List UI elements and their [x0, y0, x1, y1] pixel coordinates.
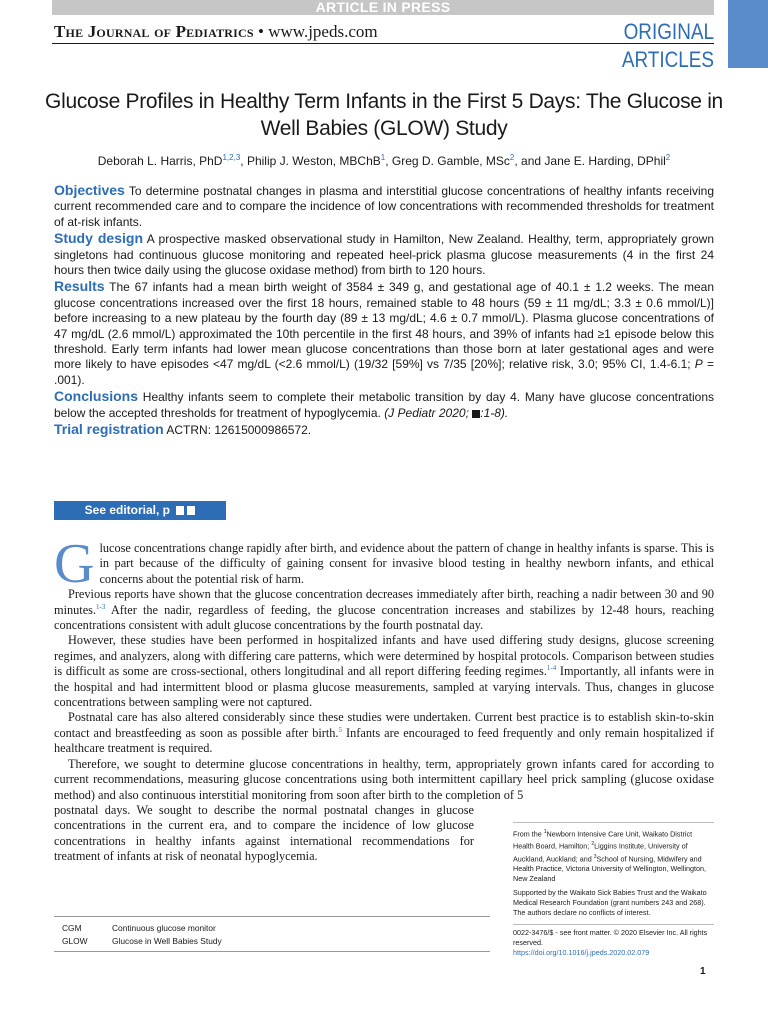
reference-link[interactable]: 1-3 — [96, 602, 106, 611]
author-affiliation-ref[interactable]: 2 — [665, 153, 671, 162]
section-label — [582, 18, 714, 74]
see-editorial-label: See editorial, p — [84, 503, 170, 517]
abstract-results — [54, 279, 714, 388]
abstract-text: ACTRN: 12615000986572. — [163, 423, 312, 438]
author-name: Philip J. Weston, MBChB — [246, 154, 381, 168]
abstract-heading: Objectives — [54, 182, 125, 198]
abbreviation-term: CGM — [62, 923, 82, 933]
doi-link[interactable]: https://doi.org/10.1016/j.jpeds.2020.02.079 — [513, 948, 650, 958]
body-paragraph: Glucose concentrations change rapidly after birth, and evidence about the pattern of change in healthy infants is sparse. This is in part because of the difficulty of gaining consent for invasive blood testing in healthy newborn infants, and ethical concerns about the potential risk of harm. — [54, 533, 714, 595]
abstract-heading: Results — [54, 278, 105, 295]
abstract-text: Healthy infants seem to complete their metabolic transition by day 4. Many have glucose concentrations below the accepted thresholds for treatment of hypoglycemia. — [54, 390, 714, 420]
abbreviation-term: GLOW — [62, 935, 88, 946]
section-color-tab — [728, 0, 768, 68]
body-paragraph: Therefore, we sought to determine glucose concentrations in healthy, term, appropriately grown infants cared for according to current recommendations, measuring glucose concentrations using both intermittent capillary heel prick sampling (glucose oxidase method) and also continuous interstitial monitoring from soon after birth to the completion of 5 — [54, 756, 714, 802]
affiliations-rule — [513, 924, 714, 925]
abstract-study-design — [54, 231, 714, 278]
author-name: Deborah L. Harris, PhD — [97, 154, 223, 168]
article-body — [54, 533, 714, 865]
section-label-line2: ARTICLES — [621, 47, 714, 72]
author-name: Greg D. Gamble, MSc — [391, 154, 510, 168]
abbreviation-row — [62, 922, 490, 935]
page-placeholder-square — [176, 506, 184, 515]
affiliations-box — [513, 822, 714, 958]
article-in-press-banner: ARTICLE IN PRESS — [52, 0, 714, 15]
affiliations-text: From the $^1$Newborn Intensive Care Unit, Waikato District Health Board, Hamilton; $^2$Liggins Institute, University of Auckland, Auckland; and $^3$School of Nursing, Midwifery and Health Practice, Victoria University of Wellington, Wellington, New Zealand — [513, 829, 706, 884]
body-paragraph: Previous reports have shown that the glucose concentration decreases immediately after birth, reaching a nadir between 30 and 90 minutes.$^{1-3}$ After the nadir, regardless of feeding, the glucose concentration increases and stabilizes by 12-48 hours, reaching concentrations consistent with adult glucose concentrations by the fourth postnatal day. — [54, 587, 714, 633]
header-separator: • — [258, 22, 264, 41]
body-paragraph-continued: postnatal days. We sought to describe the normal postnatal changes in glucose concentrations in the current era, and to compare the incidence of low glucose concentrations in healthy infants against international recommendations for treatment of infants at risk of neonatal hypoglycemia. — [54, 802, 474, 864]
abstract-text: A prospective masked observational study in Hamilton, New Zealand. Healthy, term, appropriately grown singletons had continuous glucose monitoring and repeated heel-prick plasma glucose measurements (4 in the first 24 hours then twice daily using the glucose oxidase method) from birth to 120 hours. — [54, 232, 714, 278]
journal-header — [54, 22, 378, 42]
abbreviation-definition: Continuous glucose monitor — [112, 923, 216, 933]
abbreviation-row — [62, 935, 490, 948]
p-value-symbol: P — [694, 357, 703, 372]
abstract-text: To determine postnatal changes in plasma and interstitial glucose concentrations of healthy infants receiving current recommended care and to compare the incidence of low concentrations with recommended thresholds for treatment of at-risk infants. — [54, 184, 714, 229]
page-placeholder-square — [187, 506, 195, 515]
abstract-objectives — [54, 183, 714, 230]
abstract — [54, 183, 714, 440]
abstract-heading: Study design — [54, 230, 143, 247]
reference-link[interactable]: 5 — [338, 725, 342, 734]
author-affiliation-ref[interactable]: 2 — [509, 153, 515, 162]
drop-cap: G — [54, 533, 95, 595]
abstract-conclusions — [54, 389, 714, 421]
body-paragraph: Postnatal care has also altered considerably since these studies were undertaken. Current best practice is to establish skin-to-skin contact and breastfeeding as soon as possible after birth.$^5$ Infants are encouraged to feed frequently and only remain hospitalized if healthcare treatment is required. — [54, 710, 714, 756]
reference-link[interactable]: 1-4 — [546, 664, 557, 673]
funding-text: Supported by the Waikato Sick Babies Trust and the Waikato Medical Research Foundation (grant numbers 243 and 268). The authors declare no conflicts of interest. — [513, 888, 707, 918]
journal-name: The Journal of Pediatrics — [54, 22, 254, 41]
see-editorial-link[interactable] — [54, 501, 226, 520]
abstract-trial-registration — [54, 422, 714, 438]
article-title: Glucose Profiles in Healthy Term Infants in the First 5 Days: The Glucose in Well Babies (GLOW) Study — [45, 90, 723, 140]
author-affiliation-ref[interactable]: 1,2,3 — [222, 153, 241, 162]
section-label-line1: ORIGINAL — [623, 19, 714, 44]
copyright-text: 0022-3476/$ - see front matter. © 2020 Elsevier Inc. All rights reserved. — [513, 928, 708, 948]
abbreviations-box — [54, 916, 490, 952]
abstract-heading: Conclusions — [54, 388, 139, 405]
author-name: and Jane E. Harding, DPhil — [521, 154, 666, 168]
journal-url[interactable]: www.jpeds.com — [268, 22, 378, 41]
page-number: 1 — [700, 966, 706, 977]
abstract-text: = .001). — [54, 357, 715, 387]
abstract-text: The 67 infants had a mean birth weight of 3584 ± 349 g, and gestational age of 40.1 ± 1.2 weeks. The mean glucose concentrations increased over the first 18 hours, remained stable to 48 hours (59 ± 11 mg/dL; 3.3 ± 0.6 mmol/L)] before increasing to a new plateau by the fourth day (89 ± 13 mg/dL; 4.6 ± 0.7 mmol/L). Plasma glucose concentrations of 47 mg/dL (2.6 mmol/L) approximated the 10th percentile in the first 48 hours, and 39% of infants had ≥1 episode below this threshold. Early term infants had lower mean glucose concentrations than those born at later gestational ages and were more likely to have episodes <47 mg/dL (<2.6 mmol/L) (19/32 [59%] vs 7/35 [20%]; relative risk, 3.0; 95% CI, 1.4-6.1; — [54, 280, 714, 372]
citation: (J Pediatr 2020; :1-8). — [384, 405, 509, 420]
author-list: Deborah L. Harris, PhD$^{1,2,3}$, Philip J. Weston, MBChB$^1$, Greg D. Gamble, MSc$^2$, and Jane E. Harding, DPhil$^2$ — [97, 153, 671, 168]
author-affiliation-ref[interactable]: 1 — [380, 153, 386, 162]
abstract-heading: Trial registration — [54, 421, 164, 438]
body-paragraph: However, these studies have been performed in hospitalized infants and have used differing study designs, glucose screening regimes, and analyzers, along with differing care patterns, which were determined by hospital protocols. Comparison between studies is difficult as some are cross-sectional, others longitudinal and all report differing feeding regimes.$^{1-4}$ Importantly, all infants were in the hospital and had intermittent blood or plasma glucose measurements, sampled at varying intervals. Thus, changes in glucose concentrations between sampling were not captured. — [54, 633, 714, 710]
abbreviation-definition: Glucose in Well Babies Study — [112, 935, 222, 946]
header-rule — [52, 43, 714, 44]
